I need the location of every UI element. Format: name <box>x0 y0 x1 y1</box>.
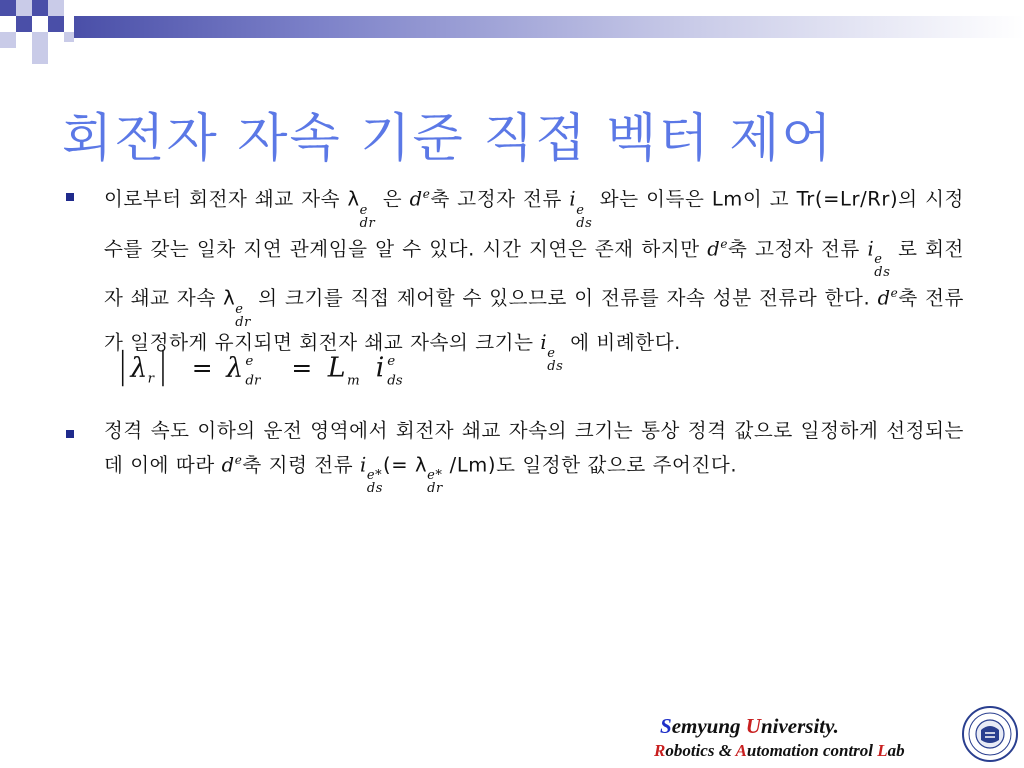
math-i: i <box>540 330 548 354</box>
inductance-L: L <box>327 352 346 384</box>
text-run: 의 크기를 직접 제어할 수 있으므로 이 전류를 자속 성분 전류라 한다. <box>251 286 878 310</box>
decor-square <box>64 32 74 42</box>
math-script: e ds <box>874 252 891 280</box>
subscript-r: r <box>147 371 155 387</box>
math-script: e ds <box>547 345 564 374</box>
math-d: d <box>707 237 721 260</box>
paragraph-2 <box>104 417 964 495</box>
subscript-m: m <box>346 373 360 389</box>
text-run: 이로부터 회전자 쇄교 자속 λ <box>104 187 360 211</box>
math-i: i <box>867 237 875 260</box>
math-d: d <box>221 453 235 476</box>
math-script: e dr <box>235 301 251 330</box>
decor-square <box>16 0 32 16</box>
text-run: (= λ <box>383 453 428 476</box>
paragraph-1 <box>104 180 964 373</box>
text-run: 로 회전자 쇄교 자속 λ <box>104 237 964 310</box>
slide-title: 회전자 자속 기준 직접 벡터 제어 <box>62 109 834 169</box>
math-script: e ds <box>576 202 593 231</box>
decor-square <box>16 16 32 32</box>
decor-square <box>32 0 48 16</box>
superscript-e: e <box>387 354 396 370</box>
text-run: 축 지령 전류 <box>242 453 360 476</box>
math-d: d <box>877 286 891 310</box>
university-seal-icon <box>962 706 1018 762</box>
lambda-symbol: λ <box>226 352 244 384</box>
text-run: 와는 이득은 Lm이 고 Tr(=Lr/Rr)의 시정수를 갖는 일차 지연 관계임을 알 수 있다. 시간 지연은 존재 하지만 <box>104 187 964 260</box>
superscript-e: e <box>245 354 254 370</box>
bullet-marker <box>66 430 74 438</box>
footer-university: Semyung University. <box>660 714 839 738</box>
math-i: i <box>359 453 367 476</box>
decor-square <box>48 16 64 32</box>
math-d: d <box>409 187 423 211</box>
equals-sign: = <box>191 353 213 383</box>
header-gradient-bar <box>74 16 1024 38</box>
math-i: i <box>569 187 577 211</box>
text-run: 축 고정자 전류 <box>430 187 570 211</box>
subscript-dr: dr <box>245 373 261 389</box>
equals-sign: = <box>291 353 313 383</box>
math-sup: e <box>234 452 243 467</box>
decor-square <box>32 32 48 48</box>
text-run: /Lm)도 일정한 값으로 주어진다. <box>442 453 738 476</box>
text-run: 축 전류가 일정하게 유지되면 회전자 쇄교 자속의 크기는 <box>104 286 964 354</box>
math-sup: e <box>422 187 431 201</box>
math-script: e dr <box>359 202 376 231</box>
text-run: 에 비례한다. <box>563 330 681 354</box>
text-run: 은 <box>375 187 410 211</box>
decor-square <box>48 0 64 16</box>
math-script: e* dr <box>427 468 443 496</box>
decor-square <box>32 48 48 64</box>
decor-square <box>0 0 16 16</box>
math-script: e* ds <box>366 468 384 496</box>
math-sup: e <box>720 236 729 251</box>
flux-equation <box>112 346 442 392</box>
current-i: i <box>375 352 385 384</box>
math-sup: e <box>890 286 899 300</box>
subscript-ds: ds <box>387 373 403 389</box>
lambda-symbol: λ <box>130 352 148 384</box>
footer-lab: Robotics & Automation control Lab <box>654 741 905 760</box>
text-run: 축 고정자 전류 <box>728 237 868 260</box>
text-run: 정격 속도 이하의 운전 영역에서 회전자 쇄교 자속의 크기는 통상 정격 값으로 일정하게 선정되는데 이에 따라 <box>104 419 964 476</box>
bullet-marker <box>66 193 74 201</box>
decor-square <box>0 32 16 48</box>
